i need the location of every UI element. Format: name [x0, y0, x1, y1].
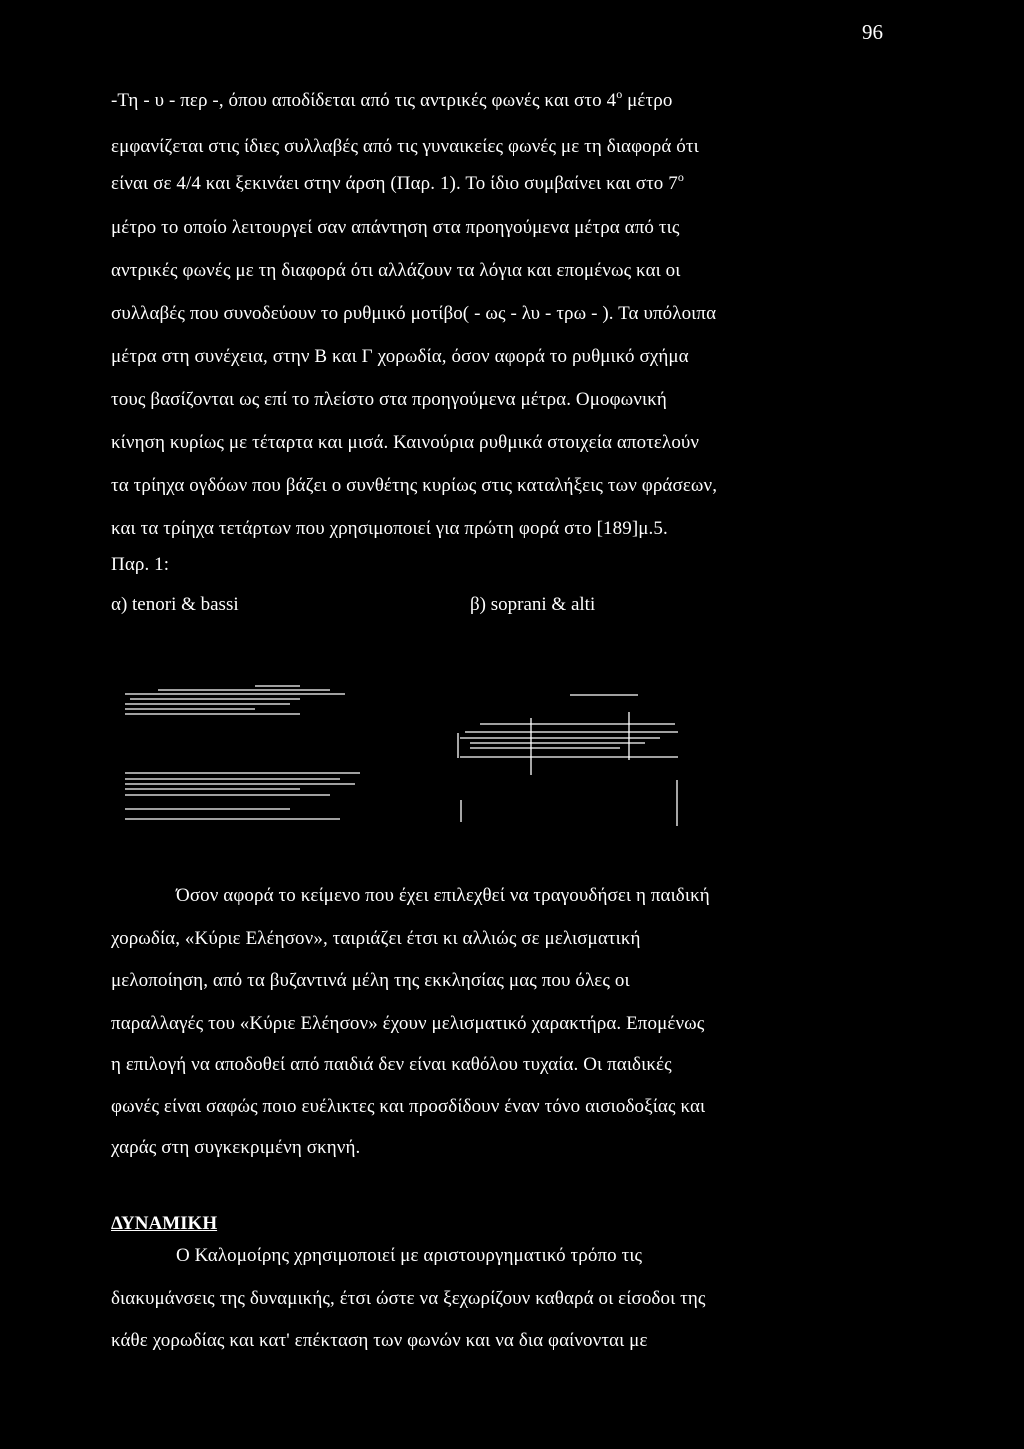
text-line: χαράς στη συγκεκριμένη σκηνή.: [111, 1137, 361, 1158]
text-line: η επιλογή να αποδοθεί από παιδιά δεν είναι καθόλου τυχαία. Οι παιδικές: [111, 1054, 672, 1075]
text-line: μέτρο το οποίο λειτουργεί σαν απάντηση στα προηγούμενα μέτρα από τις: [111, 217, 680, 238]
example-label-tenori-bassi: α) tenori & bassi: [111, 594, 239, 615]
text-line: μέτρα στη συνέχεια, στην Β και Γ χορωδία, όσον αφορά το ρυθμικό σχήμα: [111, 346, 689, 367]
text-line: διακυμάνσεις της δυναμικής, έτσι ώστε να ξεχωρίζουν καθαρά οι είσοδοι της: [111, 1288, 706, 1309]
text-line: εμφανίζεται στις ίδιες συλλαβές από τις γυναικείες φωνές με τη διαφορά ότι: [111, 136, 699, 157]
text-line: παραλλαγές του «Κύριε Ελέησον» έχουν μελισματικό χαρακτήρα. Επομένως: [111, 1013, 705, 1034]
text-line: κάθε χορωδίας και κατ' επέκταση των φωνών και να δια φαίνονται με: [111, 1330, 648, 1351]
text-line: τους βασίζονται ως επί το πλείστο στα προηγούμενα μέτρα. Ομοφωνική: [111, 389, 667, 410]
text-line: χορωδία, «Κύριε Ελέησον», ταιριάζει έτσι κι αλλιώς σε μελισματική: [111, 928, 641, 949]
example-caption: Παρ. 1:: [111, 554, 170, 575]
text-line: -Τη - υ - περ -, όπου αποδίδεται από τις αντρικές φωνές και στο $4^o$ μέτρο: [111, 87, 673, 111]
staff-soprani-alti: [458, 695, 678, 826]
page-number: 96: [862, 20, 883, 44]
text-line: αντρικές φωνές με τη διαφορά ότι αλλάζουν τα λόγια και επομένως και οι: [111, 260, 681, 281]
text-line: είναι σε 4/4 και ξεκινάει στην άρση (Παρ. 1). Το ίδιο συμβαίνει και στο $7^o$: [111, 170, 684, 194]
text-line: Ο Καλομοίρης χρησιμοποιεί με αριστουργηματικό τρόπο τις: [176, 1245, 643, 1266]
example-label-soprani-alti: β) soprani & alti: [470, 594, 596, 615]
text-line: συλλαβές που συνοδεύουν το ρυθμικό μοτίβο( - ως - λυ - τρω - ). Τα υπόλοιπα: [111, 303, 717, 324]
staff-tenori-bassi-lower: [125, 773, 360, 819]
text-line: τα τρίηχα ογδόων που βάζει ο συνθέτης κυρίως στις καταλήξεις των φράσεων,: [111, 475, 718, 496]
text-line: και τα τρίηχα τετάρτων που χρησιμοποιεί για πρώτη φορά στο [189]μ.5.: [111, 518, 668, 539]
text-line: φωνές είναι σαφώς ποιο ευέλικτες και προσδίδουν έναν τόνο αισιοδοξίας και: [111, 1096, 706, 1117]
section-heading: ΔΥΝΑΜΙΚΗ: [111, 1213, 218, 1234]
text-line: μελοποίηση, από τα βυζαντινά μέλη της εκκλησίας μας που όλες οι: [111, 970, 630, 991]
staff-tenori-bassi-upper: [125, 686, 345, 714]
text-line: Όσον αφορά το κείμενο που έχει επιλεχθεί να τραγουδήσει η παιδική: [176, 885, 710, 906]
text-line: κίνηση κυρίως με τέταρτα και μισά. Καινούρια ρυθμικά στοιχεία αποτελούν: [111, 432, 700, 453]
